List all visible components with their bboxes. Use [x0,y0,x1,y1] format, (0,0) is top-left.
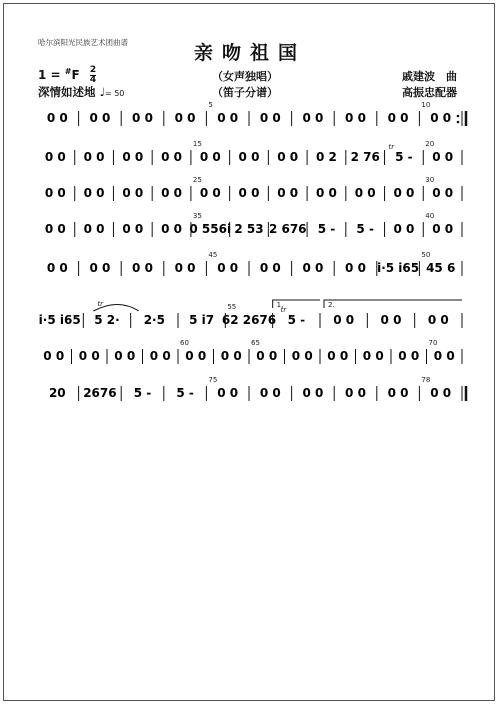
measure-number: 50 [421,251,431,259]
measure-notes: 0 0 [43,349,65,363]
measure-notes: 0 0 [174,111,196,125]
measure-notes: 0 0 [199,150,221,164]
measure-notes: 0 0 [174,261,196,275]
measure-number: 20 [425,140,435,148]
measure-notes: 0 0 [238,150,260,164]
measure-notes: 0 0 [430,111,452,125]
arranger-credit: 高振忠配器 [402,86,457,99]
measure-notes: 0 0 [78,349,100,363]
measure-notes: 5 i7 [189,313,215,327]
measure-notes: 0 0 [302,111,324,125]
measure-notes: 0 0 [83,222,105,236]
measure-notes: 0 2 [316,150,337,164]
measure-notes: 0 0 [89,261,111,275]
measure-notes: 2 76 [350,150,380,164]
measure-notes: 0 0 [217,111,239,125]
measure-notes: 0 0 [256,349,278,363]
measure-notes: 0 0 [259,386,281,400]
measure-notes: 0 0 [220,349,242,363]
measure-notes: 0 0 [393,186,415,200]
repeat-dot [457,121,460,124]
measure-notes: i·5 i65 [377,261,420,275]
measure-number: 35 [192,212,202,220]
measure-notes: 0 0 [161,150,182,164]
measure-number: 70 [428,339,438,347]
measure-number: 55 [227,303,237,311]
measure-notes: 0 0 [277,150,299,164]
time-top: 2 [89,65,97,75]
measure-notes: 0 0 [291,349,313,363]
measure-notes: 0 0 [432,150,454,164]
measure-notes: 0 0 [217,386,239,400]
measure-notes: 0 0 [354,186,376,200]
measure-notes: 5 - [317,222,336,236]
organization-label: 哈尔滨阳光民族艺术团曲谱 [38,38,128,47]
measure-number: 30 [425,176,435,184]
measure-notes: 0 0 [302,261,324,275]
measure-notes: 0 0 [427,313,449,327]
measure-notes: i·5 i65 [38,313,81,327]
measure-notes: 0 0 [333,313,355,327]
measure-notes: 0 0 [44,222,66,236]
volta-bracket-2 [324,300,462,308]
tempo-text: 深情如述地 [38,85,96,99]
measure-notes: 0 0 [83,186,105,200]
measure-notes: 0 0 [387,111,409,125]
measure-notes: 0 0 [316,186,337,200]
measure-notes: 0 0 [259,111,281,125]
measure-notes: 0 0 [46,111,68,125]
measure-notes: 0 0 [185,349,207,363]
measure-notes: 0 0 [302,386,324,400]
subtitle-part: （笛子分谱） [212,86,278,99]
measure-notes: 0 0 [393,222,415,236]
measure-number: 5 [208,101,213,109]
measure-notes: 0 0 [44,186,66,200]
trill-ornament: tr [280,306,287,314]
measure-notes: 45 6 [426,261,456,275]
measure-notes: 0 0 [433,349,455,363]
measure-notes: 5 - [133,386,152,400]
subtitle-vocal: （女声独唱） [212,70,278,83]
measure-notes: 0 0 [327,349,349,363]
measure-notes: 0 0 [345,111,366,125]
measure-notes: 20 [48,386,66,400]
measure-notes: 0 0 [430,386,452,400]
measure-number: 10 [421,101,431,109]
measure-notes: 0 0 [122,186,144,200]
measure-notes: 0 556i [189,222,232,236]
measure-notes: 0 0 [149,349,171,363]
measure-notes: 0 0 [345,261,366,275]
measure-number: 15 [192,140,202,148]
measure-notes: 0 0 [432,222,454,236]
measure-notes: 0 0 [345,386,366,400]
measure-notes: 0 0 [380,313,402,327]
volta-label-2: 2. [328,301,335,309]
measure-notes: 62 2676 [221,313,277,327]
key-prefix: 1 = [38,68,65,82]
measure-notes: 0 0 [122,150,144,164]
measure-number: 25 [192,176,202,184]
measure-notes: 0 0 [362,349,384,363]
song-title: 亲吻祖国 [193,42,306,64]
key-sharp: # [64,67,72,76]
measure-notes: 2 676 [268,222,307,236]
measure-notes: 5 - [395,150,413,164]
measure-notes: 0 0 [387,386,409,400]
measure-notes: 0 0 [161,222,182,236]
measure-number: 40 [425,212,435,220]
measure-notes: 0 0 [277,186,299,200]
measure-number: 65 [251,339,260,347]
measure-notes: 0 0 [238,186,260,200]
key-note: F [71,68,80,82]
measure-number: 45 [208,251,218,259]
composer-credit: 戚建波 曲 [402,70,457,83]
repeat-dot [457,115,460,118]
measure-notes: 0 0 [44,150,66,164]
trill-ornament: tr [97,300,103,308]
time-bottom: 4 [89,75,97,85]
measure-notes: 0 0 [114,349,136,363]
measure-notes: 0 0 [122,222,144,236]
trill-ornament: tr [388,143,395,151]
measure-notes: 2·5 [143,313,165,327]
measure-number: 60 [180,339,189,347]
measure-notes: 0 0 [132,111,153,125]
measure-notes: 5 - [287,313,306,327]
measure-notes: 0 0 [89,111,111,125]
measure-notes: 0 0 [217,261,239,275]
measure-notes: 0 0 [398,349,420,363]
measure-notes: 0 0 [132,261,153,275]
measure-notes: 5 2· [94,313,120,327]
volta-label-1: 1. [276,301,284,309]
tempo-value: = 50 [104,89,125,98]
measure-notes: 0 0 [259,261,281,275]
measure-notes: 0 0 [432,186,454,200]
quarter-note-icon: ♩ [99,85,105,99]
measure-notes: 0 0 [199,186,221,200]
measure-notes: 0 0 [83,150,105,164]
measure-notes: 2676 [83,386,117,400]
measure-number: 78 [421,376,431,384]
measure-notes: 2 53 [234,222,264,236]
measure-notes: 0 0 [161,186,182,200]
measure-notes: 0 0 [46,261,68,275]
measure-number: 75 [208,376,218,384]
measure-notes: 5 - [176,386,194,400]
measure-notes: 5 - [356,222,374,236]
